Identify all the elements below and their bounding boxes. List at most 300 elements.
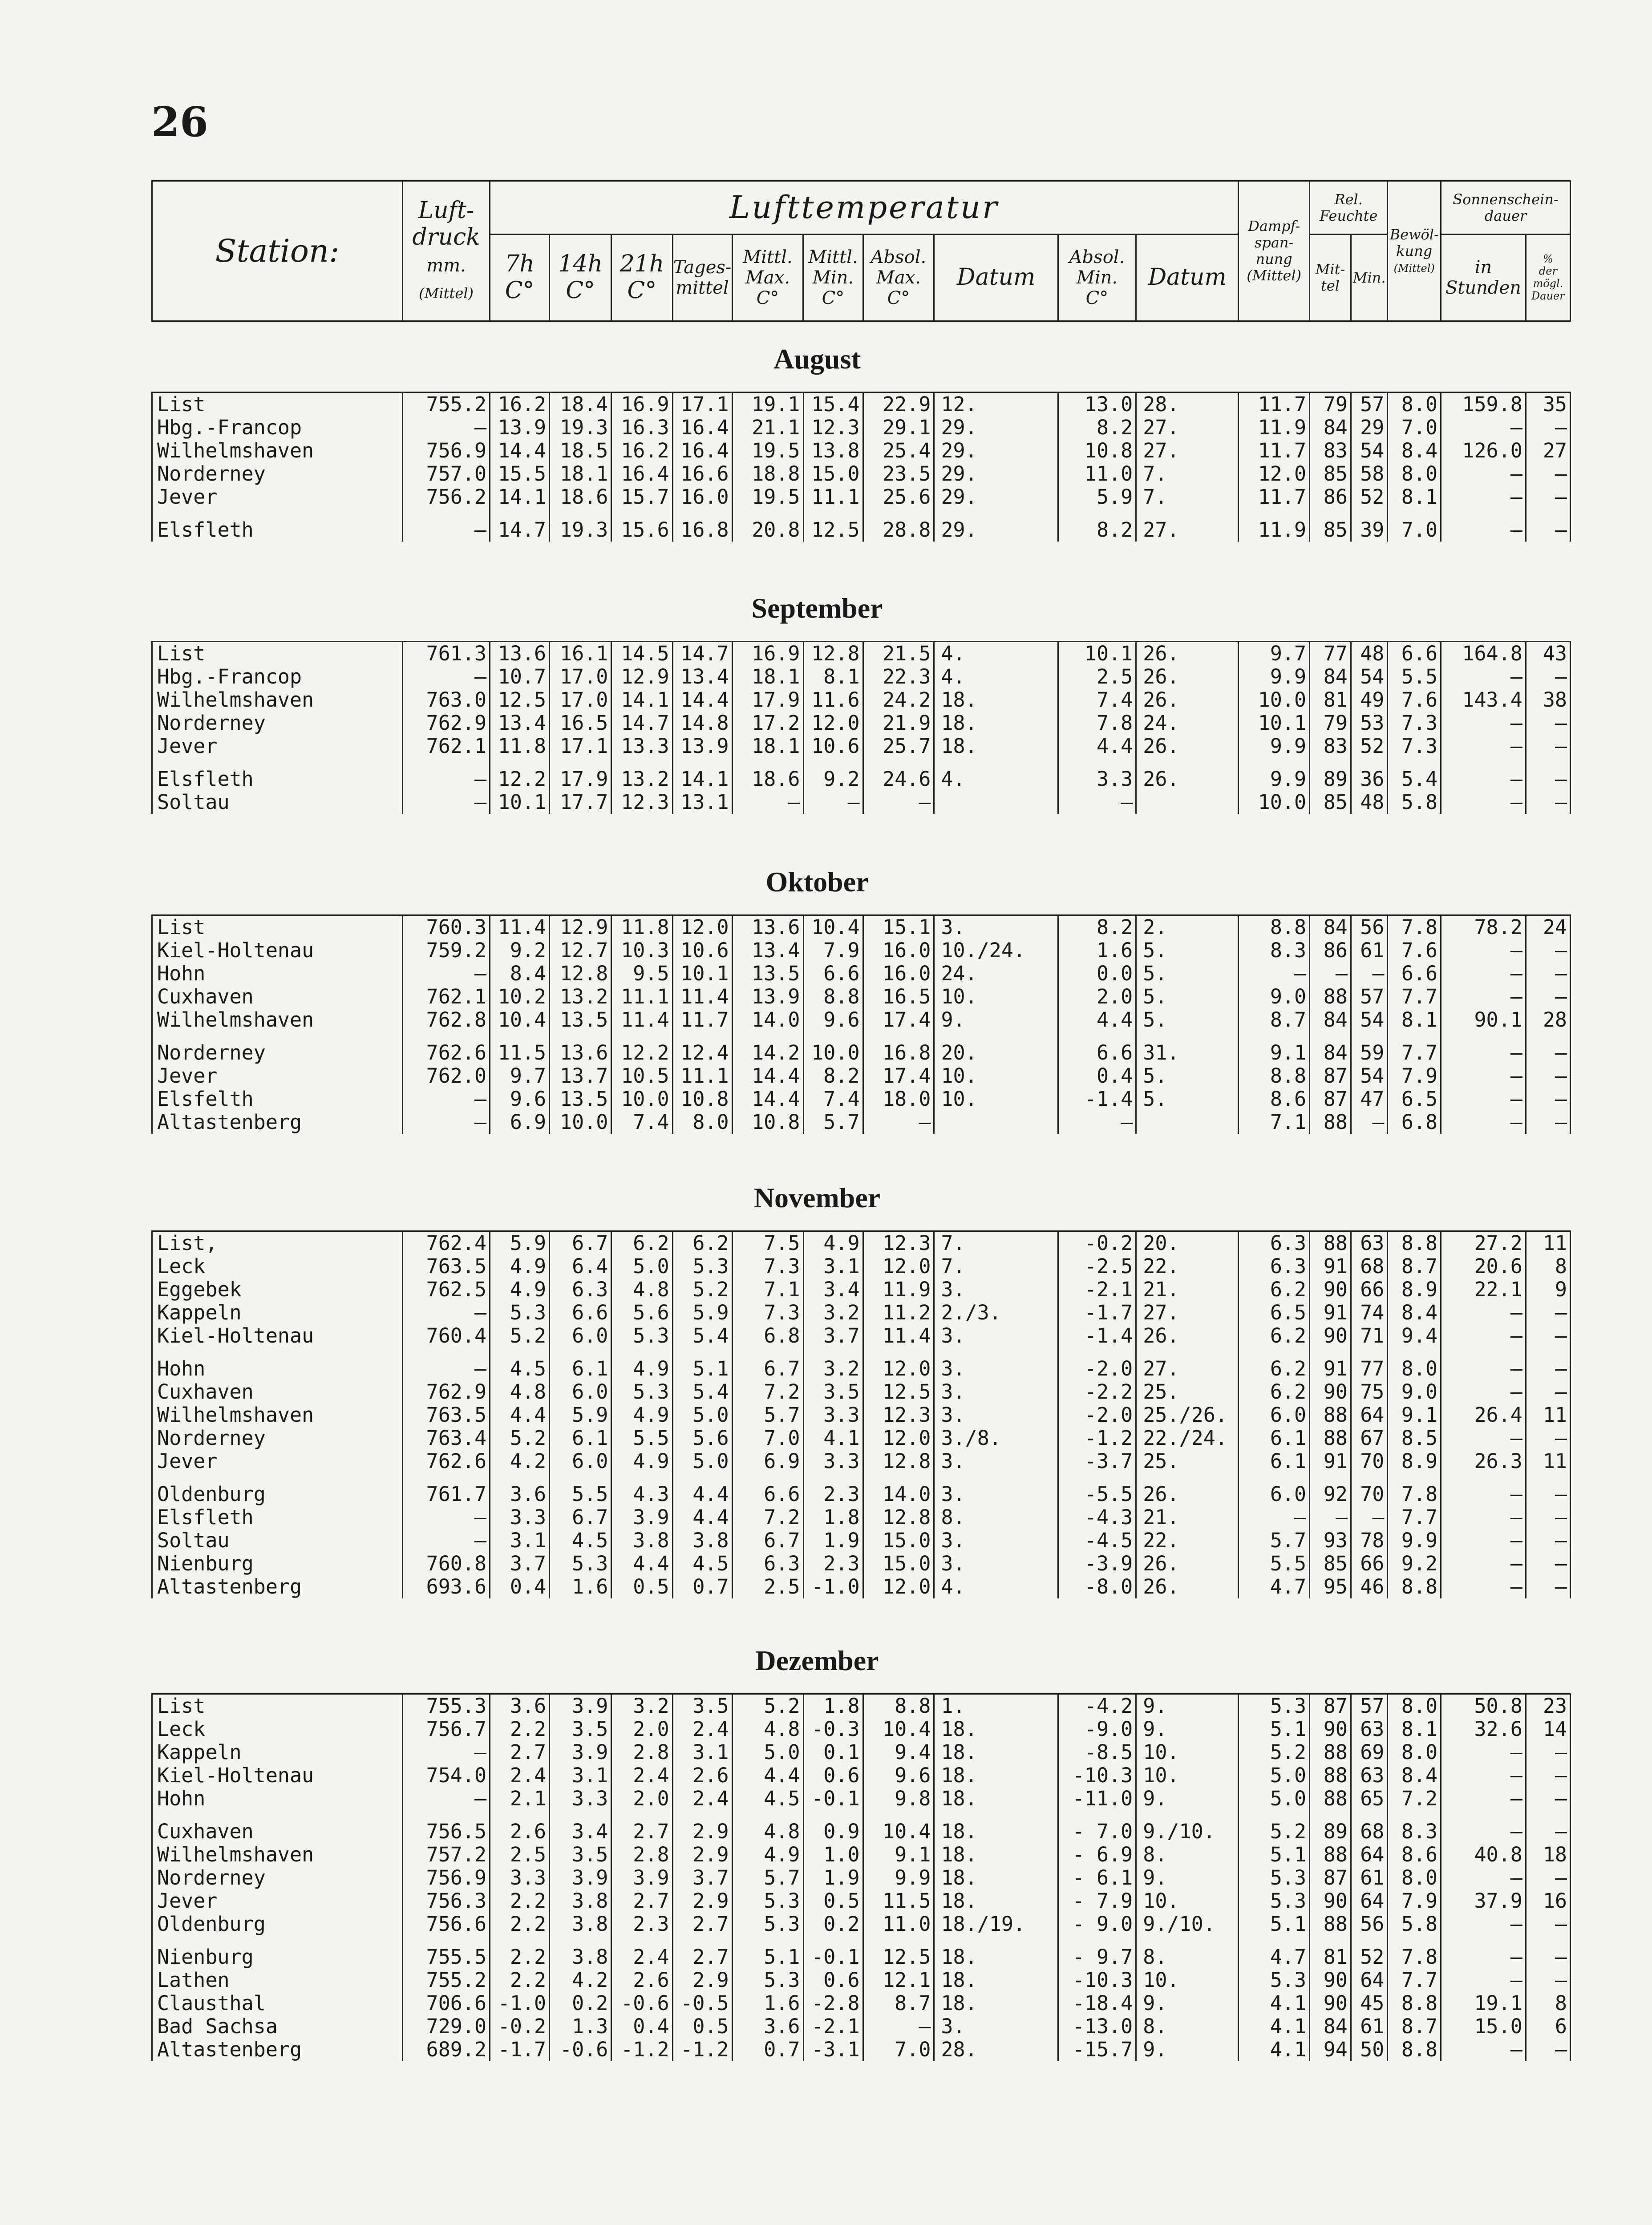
table-cell: 5. [1136,1088,1239,1111]
table-cell: 18.5 [550,439,611,462]
table-cell: 6.3 [550,1278,611,1301]
table-cell: 70 [1351,1450,1388,1473]
table-cell: 18 [1526,1843,1570,1866]
table-cell: 13.7 [550,1064,611,1088]
table-cell: 762.5 [403,1278,490,1301]
station-name: Wilhelmshaven [152,1404,403,1427]
table-cell: -10.3 [1058,1764,1136,1787]
table-cell: 0.2 [803,1913,863,1936]
table-cell: 3.5 [803,1380,863,1404]
station-name: Lathen [152,1969,403,1992]
table-cell: 5.3 [1239,1889,1310,1913]
table-cell: – [1351,1111,1388,1134]
table-cell: 27. [1136,1301,1239,1324]
table-cell: 4.1 [1239,2038,1310,2061]
station-name: Hohn [152,962,403,985]
table-cell: 14.4 [672,688,732,712]
header-lufttemperatur: Lufttemperatur [490,181,1239,235]
table-cell: 0.1 [803,1741,863,1764]
station-name: Elsfleth [152,509,403,542]
table-cell: 8.7 [1388,2015,1441,2038]
table-cell: 6.2 [672,1231,732,1255]
station-name: List, [152,1231,403,1255]
table-cell: 54 [1351,1008,1388,1032]
station-name: Elsfleth [152,1506,403,1529]
table-row [152,485,1571,509]
table-cell: 12.2 [490,758,550,791]
table-cell: 2.4 [611,1764,672,1787]
table-cell: 10.0 [550,1111,611,1134]
table-cell: – [1239,1506,1310,1529]
table-cell: 8.5 [1388,1427,1441,1450]
table-cell: 26. [1136,1575,1239,1598]
table-cell: 5.9 [1058,485,1136,509]
table-cell: 3. [934,1347,1058,1380]
table-cell: 22./24. [1136,1427,1239,1450]
table-cell: 5.7 [803,1111,863,1134]
table-cell: 7.1 [732,1278,803,1301]
table-cell: 3.8 [672,1529,732,1552]
table-cell: 3.9 [550,1741,611,1764]
station-name: Kiel-Holtenau [152,939,403,962]
table-cell: 8.8 [863,1694,934,1718]
table-cell: 9.1 [1239,1032,1310,1064]
table-cell: 7.4 [803,1088,863,1111]
table-cell: 13.6 [550,1032,611,1064]
table-cell: 12.0 [863,1255,934,1278]
table-cell: 5.2 [490,1427,550,1450]
table-cell: 5.5 [550,1473,611,1506]
table-cell: 77 [1310,642,1351,666]
station-name: Cuxhaven [152,1380,403,1404]
table-cell: – [1441,509,1526,542]
table-cell: 4.8 [732,1810,803,1843]
table-cell: 5. [1136,962,1239,985]
table-cell: 95 [1310,1575,1351,1598]
table-cell: 12. [934,392,1058,417]
table-cell: 5. [1136,985,1239,1008]
table-cell: 5.3 [611,1380,672,1404]
table-cell: 68 [1351,1255,1388,1278]
table-cell: 9.9 [1239,758,1310,791]
table-cell: 3.8 [550,1913,611,1936]
table-cell: 7.2 [1388,1787,1441,1810]
table-cell: 759.2 [403,939,490,962]
table-cell: 756.3 [403,1889,490,1913]
table-cell: 74 [1351,1301,1388,1324]
table-cell: 1.3 [550,2015,611,2038]
table-cell: – [403,1088,490,1111]
table-cell: 22.9 [863,392,934,417]
table-cell: – [1058,1111,1136,1134]
table-cell: 12.3 [863,1231,934,1255]
table-cell: – [1526,962,1570,985]
table-cell: – [1526,1810,1570,1843]
table-cell: 75 [1351,1380,1388,1404]
table-cell: 755.5 [403,1936,490,1969]
table-cell: 9.6 [490,1088,550,1111]
table-cell: 15.0 [863,1529,934,1552]
table-cell: 5.5 [1239,1552,1310,1575]
table-cell: 5.1 [672,1347,732,1380]
table-cell: 6.5 [1388,1088,1441,1111]
table-cell: 4.9 [490,1278,550,1301]
table-cell: 5.3 [490,1301,550,1324]
table-cell: – [1441,1552,1526,1575]
table-cell: 88 [1310,1843,1351,1866]
header-datum-max: Datum [934,235,1058,321]
table-cell: 7.3 [732,1301,803,1324]
table-cell: 3./8. [934,1427,1058,1450]
header-dampfspannung: Dampf- span- nung (Mittel) [1239,181,1310,321]
table-cell: 11.7 [672,1008,732,1032]
table-cell: 1.9 [803,1529,863,1552]
table-row [152,462,1571,485]
table-cell: 17.0 [550,665,611,688]
table-cell: 14.7 [611,712,672,735]
table-cell: 5.2 [490,1324,550,1347]
table-row [152,1473,1571,1506]
table-cell: 9.7 [490,1064,550,1088]
table-row [152,1810,1571,1843]
table-cell: – [803,791,863,814]
table-cell: 84 [1310,665,1351,688]
table-cell: 14.1 [490,485,550,509]
table-cell: 56 [1351,915,1388,939]
station-name: List [152,1694,403,1718]
table-cell: 0.2 [550,1992,611,2015]
table-cell: 12.3 [803,416,863,439]
table-cell: – [1351,1506,1388,1529]
table-cell: 18.6 [732,758,803,791]
table-cell: 14.2 [732,1032,803,1064]
table-cell: 9.4 [863,1741,934,1764]
table-cell: – [1441,1380,1526,1404]
station-name: Jever [152,485,403,509]
table-cell: 2.5 [490,1843,550,1866]
table-cell: 8.1 [1388,1008,1441,1032]
table-cell: 6.6 [1388,962,1441,985]
table-cell: 79 [1310,712,1351,735]
header-feuchte-min: Min. [1351,235,1388,321]
table-cell: 13.4 [732,939,803,962]
header-prozent: % der mögl. Dauer [1526,235,1570,321]
table-cell: 3.1 [672,1741,732,1764]
table-row [152,439,1571,462]
table-cell: 87 [1310,1866,1351,1889]
table-cell: 7.4 [611,1111,672,1134]
table-cell: 6.0 [1239,1404,1310,1427]
table-cell: 5. [1136,939,1239,962]
table-cell: – [1441,1111,1526,1134]
table-cell: 18. [934,712,1058,735]
table-cell: 88 [1310,1741,1351,1764]
table-cell: 3.5 [550,1718,611,1741]
table-cell: -2.1 [803,2015,863,2038]
table-cell: 7.2 [732,1380,803,1404]
table-cell: 3.7 [490,1552,550,1575]
table-cell: 7.5 [732,1231,803,1255]
table-cell: 2.1 [490,1787,550,1810]
table-cell: 3.5 [550,1843,611,1866]
table-cell: 5.4 [672,1324,732,1347]
table-cell: – [1526,939,1570,962]
table-cell: 91 [1310,1255,1351,1278]
table-cell: 5.1 [732,1936,803,1969]
table-cell: 5.0 [672,1404,732,1427]
table-cell: 3.9 [550,1694,611,1718]
table-cell: 4.4 [490,1404,550,1427]
table-cell: – [1526,1347,1570,1380]
table-cell: 13.6 [732,915,803,939]
table-cell: – [1526,1506,1570,1529]
table-cell: 11.7 [1239,392,1310,417]
table-cell: 0.7 [732,2038,803,2061]
table-cell: 10.6 [803,735,863,758]
header-mittl-min: Mittl. Min. C° [803,235,863,321]
table-cell: 8.2 [1058,915,1136,939]
table-cell: 754.0 [403,1764,490,1787]
table-cell: 13.2 [611,758,672,791]
table-cell: 6.7 [732,1529,803,1552]
table-cell: - 9.0 [1058,1913,1136,1936]
table-cell: 94 [1310,2038,1351,2061]
table-cell: 729.0 [403,2015,490,2038]
table-cell: -5.5 [1058,1473,1136,1506]
table-cell: 18.8 [732,462,803,485]
table-cell: 16.5 [550,712,611,735]
table-cell: 5.3 [1239,1694,1310,1718]
table-cell: 10.0 [611,1088,672,1111]
station-name: Hbg.-Francop [152,416,403,439]
table-cell: 5.1 [1239,1913,1310,1936]
table-cell: 761.7 [403,1473,490,1506]
table-cell: 4.4 [672,1473,732,1506]
table-cell: – [1526,1088,1570,1111]
table-cell: – [1526,735,1570,758]
table-cell: – [1441,416,1526,439]
table-cell: 8.7 [1388,1255,1441,1278]
table-cell: – [1239,962,1310,985]
table-cell: 6.9 [490,1111,550,1134]
table-cell: 14.8 [672,712,732,735]
station-name: Elsfleth [152,758,403,791]
table-cell: -1.2 [611,2038,672,2061]
station-name: Nienburg [152,1552,403,1575]
station-name: Oldenburg [152,1913,403,1936]
table-cell: 5.3 [1239,1866,1310,1889]
table-cell: 6.7 [550,1506,611,1529]
table-row [152,791,1571,814]
table-cell: 3.9 [611,1506,672,1529]
table-cell: 8.3 [1388,1810,1441,1843]
table-cell: 4.8 [611,1278,672,1301]
table-cell: 47 [1351,1088,1388,1111]
table-cell: 12.1 [863,1969,934,1992]
table-cell: 15.0 [863,1552,934,1575]
table-cell: 6.1 [1239,1450,1310,1473]
table-cell: 54 [1351,665,1388,688]
table-cell: 8.4 [1388,439,1441,462]
table-cell: 756.6 [403,1913,490,1936]
table-cell: 9.6 [863,1764,934,1787]
table-cell: 0.4 [611,2015,672,2038]
table-cell: 3.3 [490,1866,550,1889]
station-name: Jever [152,1889,403,1913]
table-cell: 13.9 [732,985,803,1008]
table-cell: 6.1 [550,1347,611,1380]
table-cell: 8.2 [1058,509,1136,542]
table-cell: 22.3 [863,665,934,688]
table-cell: -11.0 [1058,1787,1136,1810]
table-cell: -1.4 [1058,1324,1136,1347]
table-cell: 43 [1526,642,1570,666]
table-cell: 9 [1526,1278,1570,1301]
table-cell: – [1441,712,1526,735]
table-cell: 10.8 [672,1088,732,1111]
table-cell: – [1441,1088,1526,1111]
header-rel-feuchte: Rel. Feuchte [1310,181,1388,235]
table-cell: 14.4 [732,1064,803,1088]
station-name: Wilhelmshaven [152,1008,403,1032]
table-cell: 2.3 [611,1913,672,1936]
table-cell: 3.3 [803,1404,863,1427]
table-cell: 3. [934,1380,1058,1404]
table-cell: 18.4 [550,392,611,417]
table-cell: 23.5 [863,462,934,485]
table-cell: -4.5 [1058,1529,1136,1552]
table-cell: 9. [1136,1992,1239,2015]
table-cell: – [732,791,803,814]
table-cell: 17.1 [672,392,732,417]
table-cell: 64 [1351,1843,1388,1866]
table-cell: 53 [1351,712,1388,735]
table-cell: 7.8 [1388,1936,1441,1969]
table-cell: 52 [1351,485,1388,509]
table-cell: 9.0 [1388,1380,1441,1404]
table-cell: 12.9 [550,915,611,939]
table-cell: 8.8 [1388,1992,1441,2015]
table-cell: -0.3 [803,1718,863,1741]
table-cell: 29 [1351,416,1388,439]
table-cell: 18. [934,1810,1058,1843]
table-cell: 8.8 [1388,1231,1441,1255]
table-cell: 88 [1310,1787,1351,1810]
table-cell: 706.6 [403,1992,490,2015]
table-cell: 5.2 [1239,1741,1310,1764]
table-cell: 9./10. [1136,1810,1239,1843]
table-cell: 9. [1136,1866,1239,1889]
table-cell: 9.1 [1388,1404,1441,1427]
table-row [152,985,1571,1008]
table-cell: 4. [934,665,1058,688]
table-cell: 763.5 [403,1255,490,1278]
table-cell: 8.2 [1058,416,1136,439]
table-cell: 26. [1136,735,1239,758]
table-cell: 27. [1136,439,1239,462]
table-cell: -13.0 [1058,2015,1136,2038]
table-cell: 27.2 [1441,1231,1526,1255]
table-cell: 5.0 [672,1450,732,1473]
table-cell: 10. [1136,1889,1239,1913]
table-cell: 6.2 [1239,1324,1310,1347]
table-cell: 7.2 [732,1506,803,1529]
data-table-august [151,392,1571,542]
table-cell: – [1526,1473,1570,1506]
table-cell: 3. [934,1450,1058,1473]
table-cell: 3. [934,1473,1058,1506]
table-cell: 8.7 [1239,1008,1310,1032]
table-cell: – [1526,416,1570,439]
table-cell: 8.1 [803,665,863,688]
station-name: Eggebek [152,1278,403,1301]
table-cell: 20.8 [732,509,803,542]
table-cell: 7.4 [1058,688,1136,712]
table-cell: 11.4 [863,1324,934,1347]
table-cell: 6.7 [550,1231,611,1255]
table-cell: 2.2 [490,1889,550,1913]
table-cell: 18.0 [863,1088,934,1111]
table-cell: 8.8 [1239,1064,1310,1088]
table-cell: 9.2 [490,939,550,962]
table-row [152,1404,1571,1427]
table-cell: 13.8 [803,439,863,462]
table-cell: – [1526,1064,1570,1088]
table-cell: – [1441,1741,1526,1764]
table-cell: -8.5 [1058,1741,1136,1764]
table-cell: 1.6 [732,1992,803,2015]
table-row [152,1032,1571,1064]
table-cell: 6.8 [732,1324,803,1347]
table-cell: 11.9 [1239,509,1310,542]
table-cell: 85 [1310,509,1351,542]
table-row [152,1088,1571,1111]
table-cell: 18./19. [934,1913,1058,1936]
table-cell: 2.4 [611,1936,672,1969]
table-cell: 9.1 [863,1843,934,1866]
table-cell: 90 [1310,1992,1351,2015]
table-cell: 10./24. [934,939,1058,962]
table-cell: 11.4 [672,985,732,1008]
table-cell: 763.5 [403,1404,490,1427]
table-cell: 2.5 [732,1575,803,1598]
table-cell: – [403,1787,490,1810]
table-cell: 66 [1351,1278,1388,1301]
table-cell: 52 [1351,735,1388,758]
station-name: List [152,392,403,417]
table-cell: 25. [1136,1450,1239,1473]
table-cell: 64 [1351,1969,1388,1992]
header-tagesmittel: Tages- mittel [672,235,732,321]
table-cell: 7. [1136,485,1239,509]
table-cell: 12.3 [863,1404,934,1427]
table-cell: 757.2 [403,1843,490,1866]
table-cell: 16.0 [863,962,934,985]
table-cell: 17.7 [550,791,611,814]
table-cell: -8.0 [1058,1575,1136,1598]
table-cell: 3.4 [550,1810,611,1843]
table-cell: 87 [1310,1064,1351,1088]
table-cell: 8.3 [1239,939,1310,962]
table-row [152,1764,1571,1787]
table-cell: 11 [1526,1404,1570,1427]
table-cell: 90 [1310,1718,1351,1741]
table-cell: 16.0 [672,485,732,509]
station-name: Leck [152,1255,403,1278]
table-cell: 143.4 [1441,688,1526,712]
table-cell: 4.5 [550,1529,611,1552]
table-cell: – [403,1741,490,1764]
